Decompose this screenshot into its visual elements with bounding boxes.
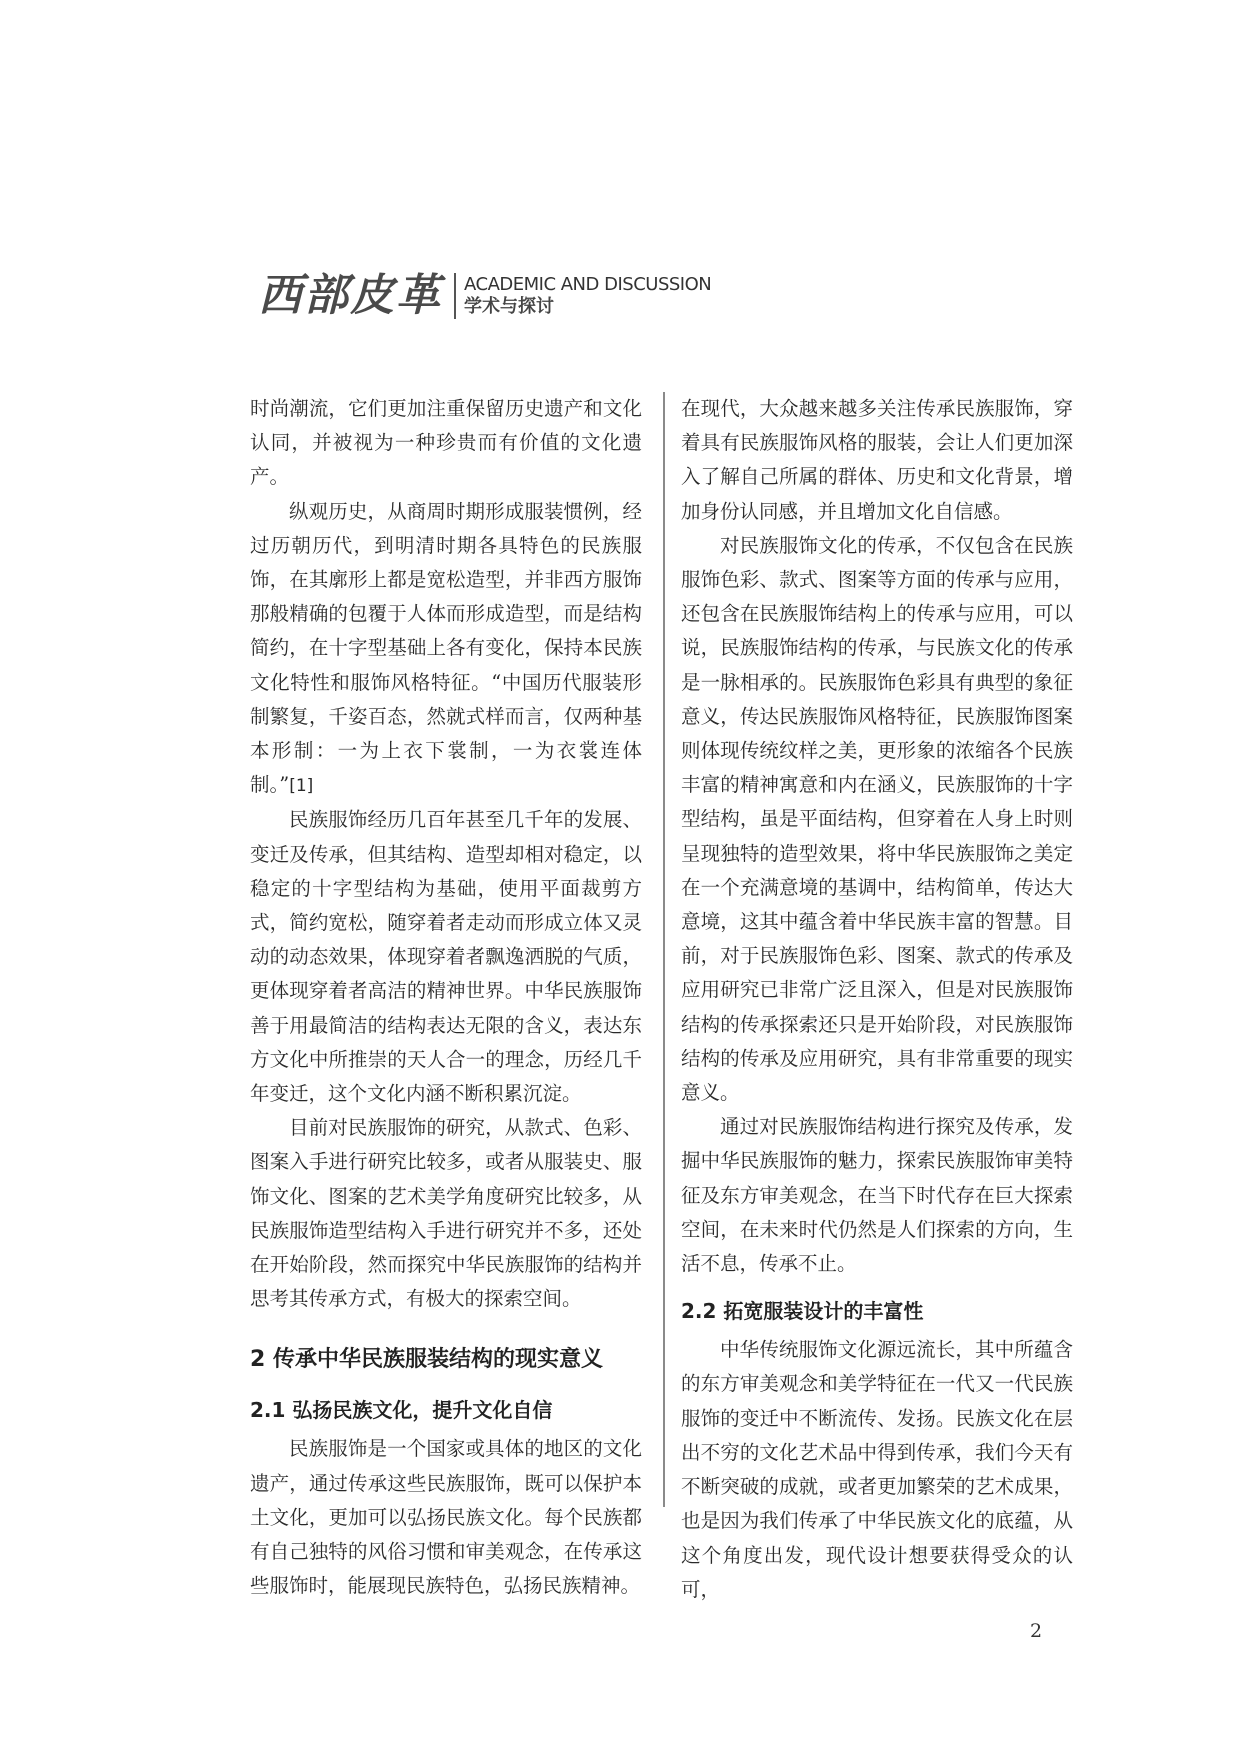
paragraph (250, 495, 642, 804)
paragraph: 目前对民族服饰的研究，从款式、色彩、图案入手进行研究比较多，或者从服装史、服饰文化、图案的艺术美学角度研究比较多，从民族服饰造型结构入手进行研究并不多，还处在开始阶段，然而探究中华民族服饰的结构并思考其传承方式，有极大的探索空间。 (250, 1116, 642, 1311)
paragraph: 民族服饰经历几百年甚至几千年的发展、变迁及传承，但其结构、造型却相对稳定，以稳定的十字型结构为基础，使用平面裁剪方式，简约宽松，随穿着者走动而形成立体又灵动的动态效果，体现穿着者飘逸洒脱的气质，更体现穿着者高洁的精神世界。中华民族服饰善于用最简洁的结构表达无限的含义，表达东方文化中所推崇的天人合一的理念，历经几千年变迁，这个文化内涵不断积累沉淀。 (250, 808, 642, 1106)
page-number: 2 (1030, 1620, 1043, 1642)
masthead-divider (454, 273, 456, 319)
journal-masthead (258, 266, 711, 326)
paragraph: 时尚潮流，它们更加注重保留历史遗产和文化认同，并被视为一种珍贵而有价值的文化遗产。 (250, 397, 642, 489)
paragraph: 中华传统服饰文化源远流长，其中所蕴含的东方审美观念和美学特征在一代又一代民族服饰的变迁中不断流传、发扬。民族文化在层出不穷的文化艺术品中得到传承，我们今天有不断突破的成就，或者更加繁荣的艺术成果，也是因为我们传承了中华民族文化的底蕴，从这个角度出发，现代设计想要获得受众的认可， (681, 1338, 1073, 1601)
column-divider (663, 392, 665, 1507)
section-heading: 2 传承中华民族服装结构的现实意义 (250, 1347, 603, 1373)
column-title-en: ACADEMIC AND DISCUSSION (464, 274, 712, 295)
left-column (250, 392, 642, 1604)
column-title (464, 274, 711, 318)
column-title-cn: 学术与探讨 (464, 296, 554, 317)
paragraph: 民族服饰是一个国家或具体的地区的文化遗产，通过传承这些民族服饰，既可以保护本土文化，更加可以弘扬民族文化。每个民族都有自己独特的风俗习惯和审美观念，在传承这些服饰时，能展现民族特色，弘扬民族精神。 (250, 1437, 642, 1598)
right-column (681, 392, 1073, 1607)
subsection-heading: 2.1 弘扬民族文化，提升文化自信 (250, 1398, 553, 1423)
paragraph: 通过对民族服饰结构进行探究及传承，发掘中华民族服饰的魅力，探索民族服饰审美特征及东方审美观念，在当下时代存在巨大探索空间，在未来时代仍然是人们探索的方向，生活不息，传承不止。 (681, 1115, 1073, 1276)
citation-marker: [1] (289, 776, 314, 797)
subsection-heading: 2.2 拓宽服装设计的丰富性 (681, 1299, 924, 1324)
paragraph: 在现代，大众越来越多关注传承民族服饰，穿着具有民族服饰风格的服装，会让人们更加深入了解自己所属的群体、历史和文化背景，增加身份认同感，并且增加文化自信感。 (681, 397, 1073, 523)
paragraph: 对民族服饰文化的传承，不仅包含在民族服饰色彩、款式、图案等方面的传承与应用，还包含在民族服饰结构上的传承与应用，可以说，民族服饰结构的传承，与民族文化的传承是一脉相承的。民族服饰色彩具有典型的象征意义，传达民族服饰风格特征，民族服饰图案则体现传统纹样之美，更形象的浓缩各个民族丰富的精神寓意和内在涵义，民族服饰的十字型结构，虽是平面结构，但穿着在人身上时则呈现独特的造型效果，将中华民族服饰之美定在一个充满意境的基调中，结构简单，传达大意境，这其中蕴含着中华民族丰富的智慧。目前，对于民族服饰色彩、图案、款式的传承及应用研究已非常广泛且深入，但是对民族服饰结构的传承探索还只是开始阶段，对民族服饰结构的传承及应用研究，具有非常重要的现实意义。 (681, 533, 1073, 1105)
paragraph-text: 纵观历史，从商周时期形成服装惯例，经过历朝历代，到明清时期各具特色的民族服饰，在其廓形上都是宽松造型，并非西方服饰那般精确的包覆于人体而形成造型，而是结构简约，在十字型基础上各有变化，保持本民族文化特性和服饰风格特征。“中国历代服装形制繁复，千姿百态，然就式样而言，仅两种基本形制：一为上衣下裳制，一为衣裳连体制。” (250, 499, 642, 797)
journal-logo: 西部皮革 (258, 270, 442, 321)
